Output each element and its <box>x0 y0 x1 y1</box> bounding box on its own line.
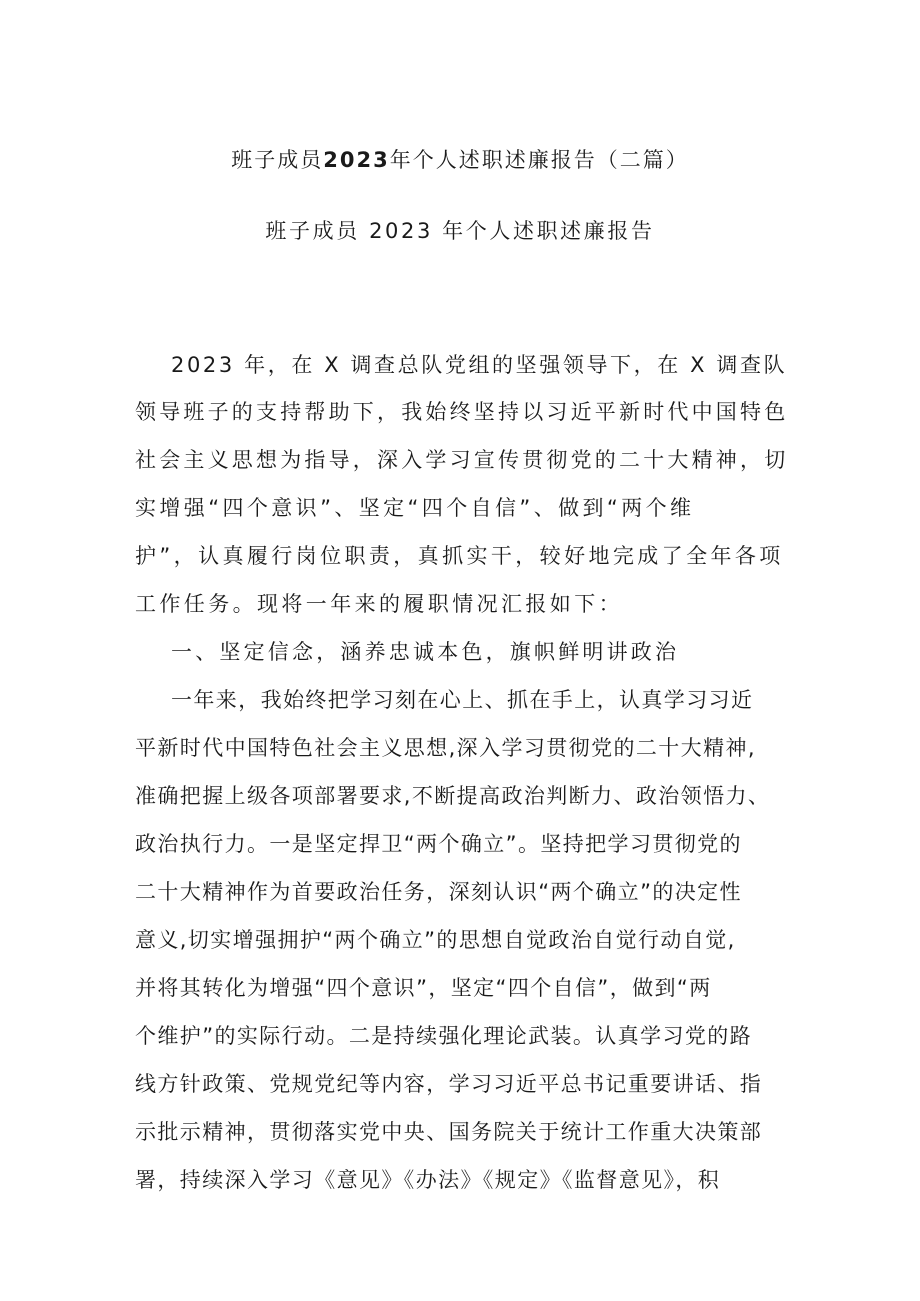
document-subtitle: 班子成员 2023 年个人述职述廉报告 <box>265 219 655 243</box>
body-line: 个维护”的实际行动。二是持续强化理论武装。认真学习党的路 <box>135 1024 753 1048</box>
title-year: 2023 <box>323 148 390 172</box>
body-line: 示批示精神，贯彻落实党中央、国务院关于统计工作重大决策部 <box>135 1120 763 1144</box>
body-line: 平新时代中国特色社会主义思想,深入学习贯彻党的二十大精神, <box>135 736 756 760</box>
body-line: 工作任务。现将一年来的履职情况汇报如下： <box>135 592 623 616</box>
body-line: 社会主义思想为指导，深入学习宣传贯彻党的二十大精神，切 <box>135 448 789 472</box>
title-suffix: 年个人述职述廉报告（二篇） <box>389 148 689 172</box>
body-line: 护”，认真履行岗位职责，真抓实干，较好地完成了全年各项 <box>135 544 784 568</box>
section-heading: 一、坚定信念，涵养忠诚本色，旗帜鲜明讲政治 <box>171 640 680 664</box>
title-prefix: 班子成员 <box>231 148 324 172</box>
body-line: 二十大精神作为首要政治任务，深刻认识“两个确立”的决定性 <box>135 880 742 904</box>
body-line: 准确把握上级各项部署要求,不断提高政治判断力、政治领悟力、 <box>135 784 771 808</box>
body-line: 并将其转化为增强“四个意识”，坚定“四个自信”，做到“两 <box>135 976 712 1000</box>
body-line: 一年来，我始终把学习刻在心上、抓在手上，认真学习习近 <box>171 688 754 712</box>
body-line: 实增强“四个意识”、坚定“四个自信”、做到“两个维 <box>135 496 695 520</box>
body-line: 线方针政策、党规党纪等内容，学习习近平总书记重要讲话、指 <box>135 1072 763 1096</box>
body-line: 意义,切实增强拥护“两个确立”的思想自觉政治自觉行动自觉, <box>135 928 736 952</box>
body-line: 2023 年，在 X 调查总队党组的坚强领导下，在 X 调查队 <box>171 353 788 377</box>
document-title <box>0 147 920 173</box>
body-line: 领导班子的支持帮助下，我始终坚持以习近平新时代中国特色 <box>135 400 789 424</box>
body-line: 政治执行力。一是坚定捍卫“两个确立”。坚持把学习贯彻党的 <box>135 832 742 856</box>
body-line: 署，持续深入学习《意见》《办法》《规定》《监督意见》，积 <box>135 1168 721 1192</box>
